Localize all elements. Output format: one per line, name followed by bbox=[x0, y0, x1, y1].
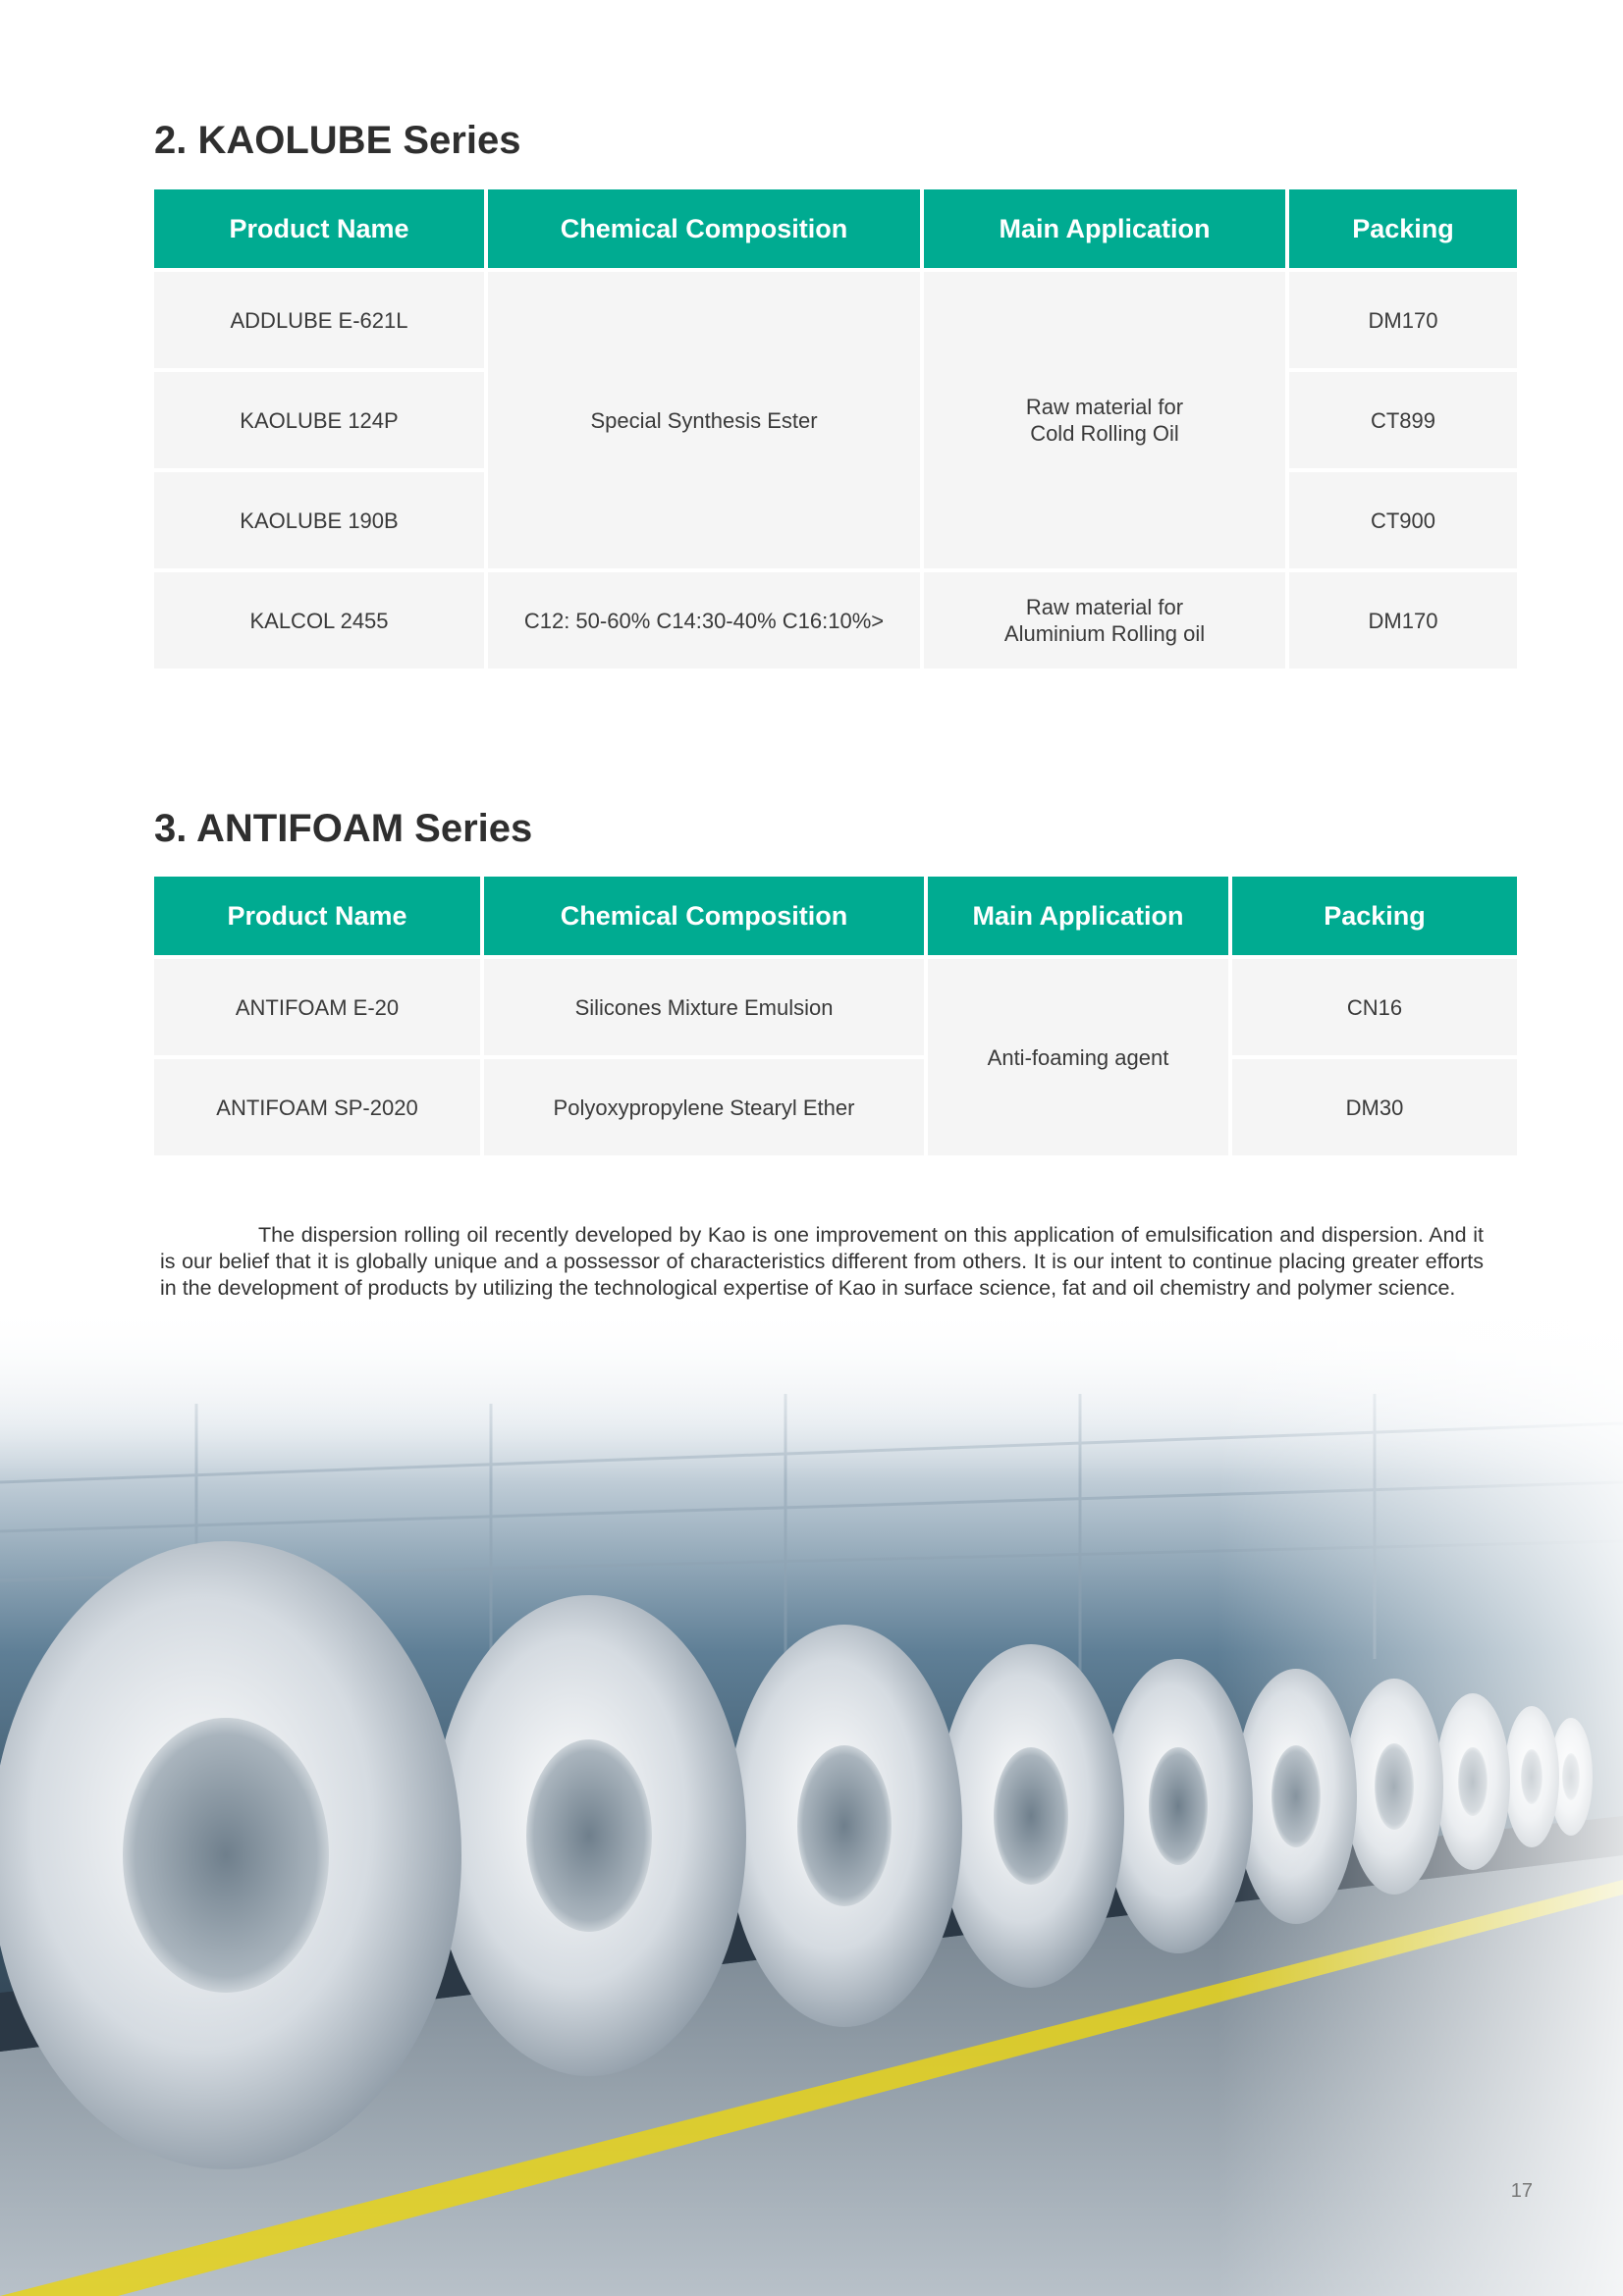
application-cell bbox=[924, 272, 1285, 568]
table-row bbox=[154, 272, 1517, 368]
application-cell: Anti-foaming agent bbox=[928, 959, 1228, 1155]
product-name-cell: ADDLUBE E-621L bbox=[154, 272, 484, 368]
composition-cell: C12: 50-60% C14:30-40% C16:10%> bbox=[488, 572, 920, 668]
packing-cell: CT900 bbox=[1289, 472, 1517, 568]
table-row bbox=[154, 1059, 1517, 1155]
product-name-cell: KALCOL 2455 bbox=[154, 572, 484, 668]
header-chemical-composition: Chemical Composition bbox=[488, 189, 920, 268]
header-product-name: Product Name bbox=[154, 189, 484, 268]
product-name-cell: KAOLUBE 190B bbox=[154, 472, 484, 568]
page-number: 17 bbox=[1510, 2180, 1533, 2202]
steel-coils-photo bbox=[0, 1306, 1623, 2296]
kaolube-table bbox=[150, 186, 1521, 672]
product-name-cell: ANTIFOAM SP-2020 bbox=[154, 1059, 480, 1155]
section-title-antifoam: 3. ANTIFOAM Series bbox=[154, 807, 533, 850]
product-name-cell: KAOLUBE 124P bbox=[154, 372, 484, 468]
application-line: Cold Rolling Oil bbox=[1030, 421, 1179, 446]
packing-cell: CT899 bbox=[1289, 372, 1517, 468]
packing-cell: DM170 bbox=[1289, 572, 1517, 668]
description-paragraph: The dispersion rolling oil recently developed by Kao is one improvement on this application of emulsification and dispersion. And it is our belief that it is globally unique and a possessor of characteristics different from others. It is our intent to continue placing greater efforts in the development of products by utilizing the technological expertise of Kao in surface science, fat and oil chemistry and polymer science. bbox=[160, 1223, 1484, 1300]
table-header-row bbox=[154, 189, 1517, 268]
packing-cell: DM30 bbox=[1232, 1059, 1517, 1155]
composition-cell: Polyoxypropylene Stearyl Ether bbox=[484, 1059, 924, 1155]
antifoam-table bbox=[150, 873, 1521, 1159]
packing-cell: DM170 bbox=[1289, 272, 1517, 368]
composition-cell: Special Synthesis Ester bbox=[488, 272, 920, 568]
application-cell bbox=[924, 572, 1285, 668]
table-header-row bbox=[154, 877, 1517, 955]
header-main-application: Main Application bbox=[924, 189, 1285, 268]
header-packing: Packing bbox=[1289, 189, 1517, 268]
product-name-cell: ANTIFOAM E-20 bbox=[154, 959, 480, 1055]
section-title-kaolube: 2. KAOLUBE Series bbox=[154, 119, 521, 162]
composition-cell: Silicones Mixture Emulsion bbox=[484, 959, 924, 1055]
packing-cell: CN16 bbox=[1232, 959, 1517, 1055]
table-row bbox=[154, 959, 1517, 1055]
header-packing: Packing bbox=[1232, 877, 1517, 955]
table-row bbox=[154, 572, 1517, 668]
steel-coils-illustration bbox=[0, 1306, 1623, 2296]
header-chemical-composition: Chemical Composition bbox=[484, 877, 924, 955]
header-product-name: Product Name bbox=[154, 877, 480, 955]
application-line: Raw material for bbox=[1025, 395, 1184, 419]
application-line: Aluminium Rolling oil bbox=[1003, 621, 1206, 646]
header-main-application: Main Application bbox=[928, 877, 1228, 955]
application-line: Raw material for bbox=[1025, 595, 1184, 619]
